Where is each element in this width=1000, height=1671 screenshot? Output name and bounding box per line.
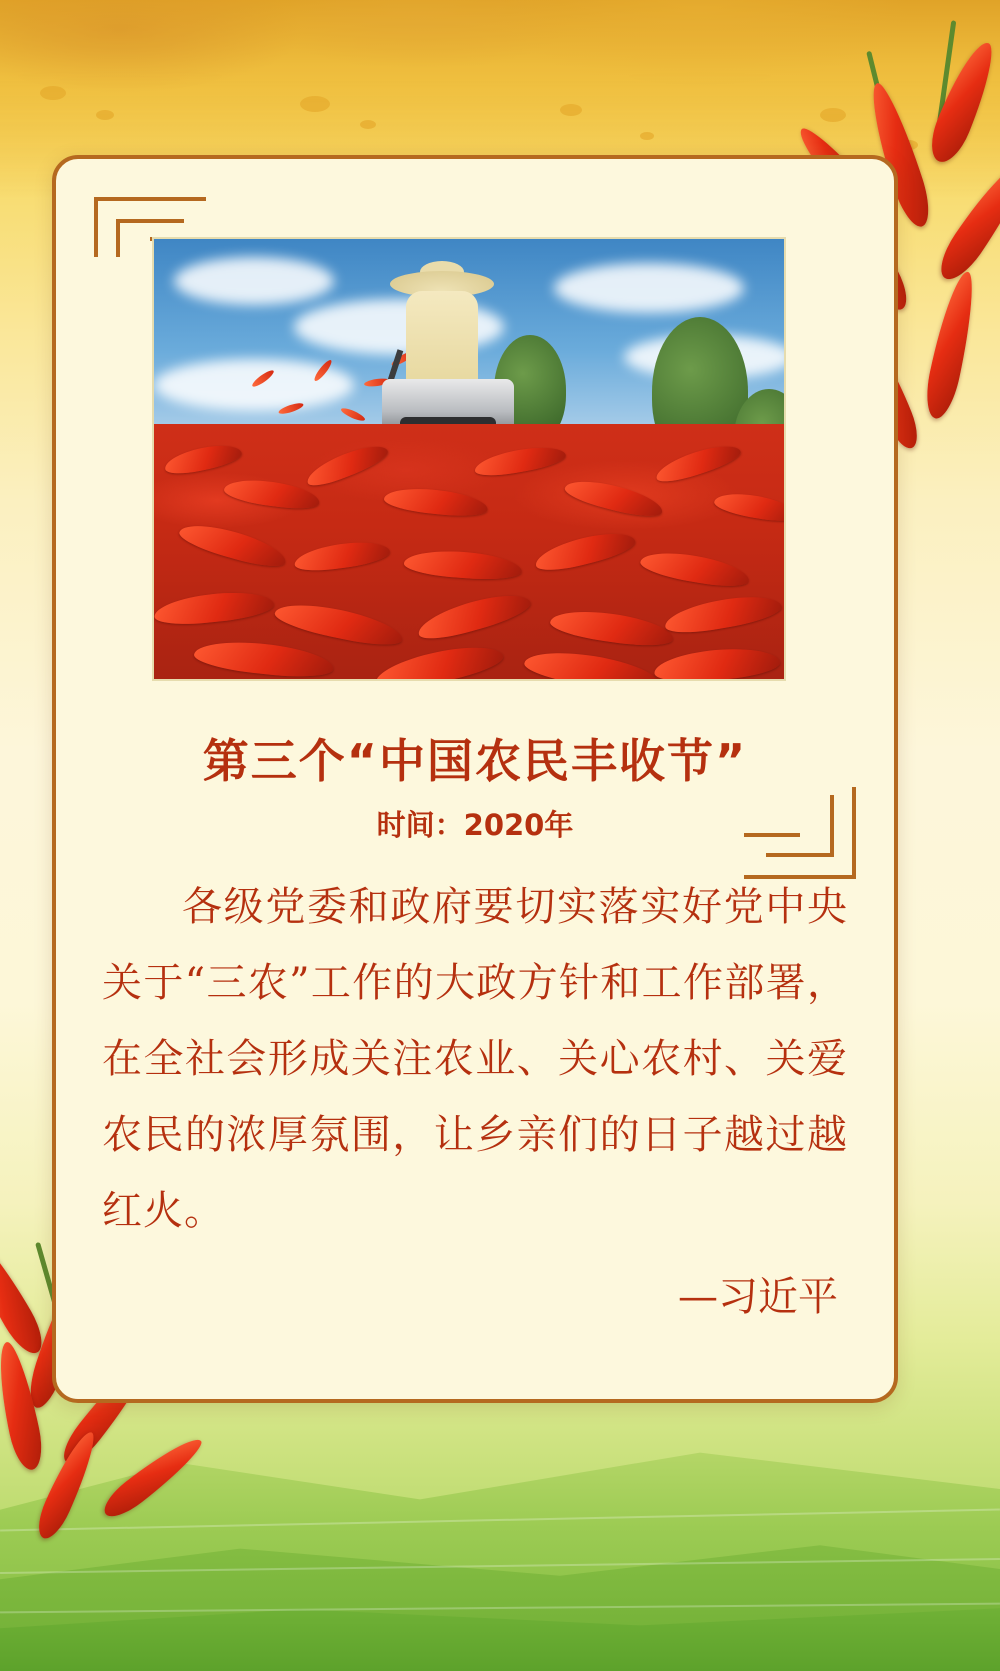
farmer-figure [406,291,478,387]
poster-card [52,155,898,1403]
quote-attribution: —习近平 [678,1274,838,1320]
page-title: 第三个“中国农民丰收节” [202,734,748,788]
quote-body: 各级党委和政府要切实落实好党中央关于“三农”工作的大政方针和工作部署，在全社会形成关注农业、关心农村、关爱农民的浓厚氛围，让乡亲们的日子越过越红火。 [102,884,848,1234]
harvest-photo [152,237,786,681]
event-date: 时间：2020年 [376,808,574,842]
chili-pile [154,424,784,679]
